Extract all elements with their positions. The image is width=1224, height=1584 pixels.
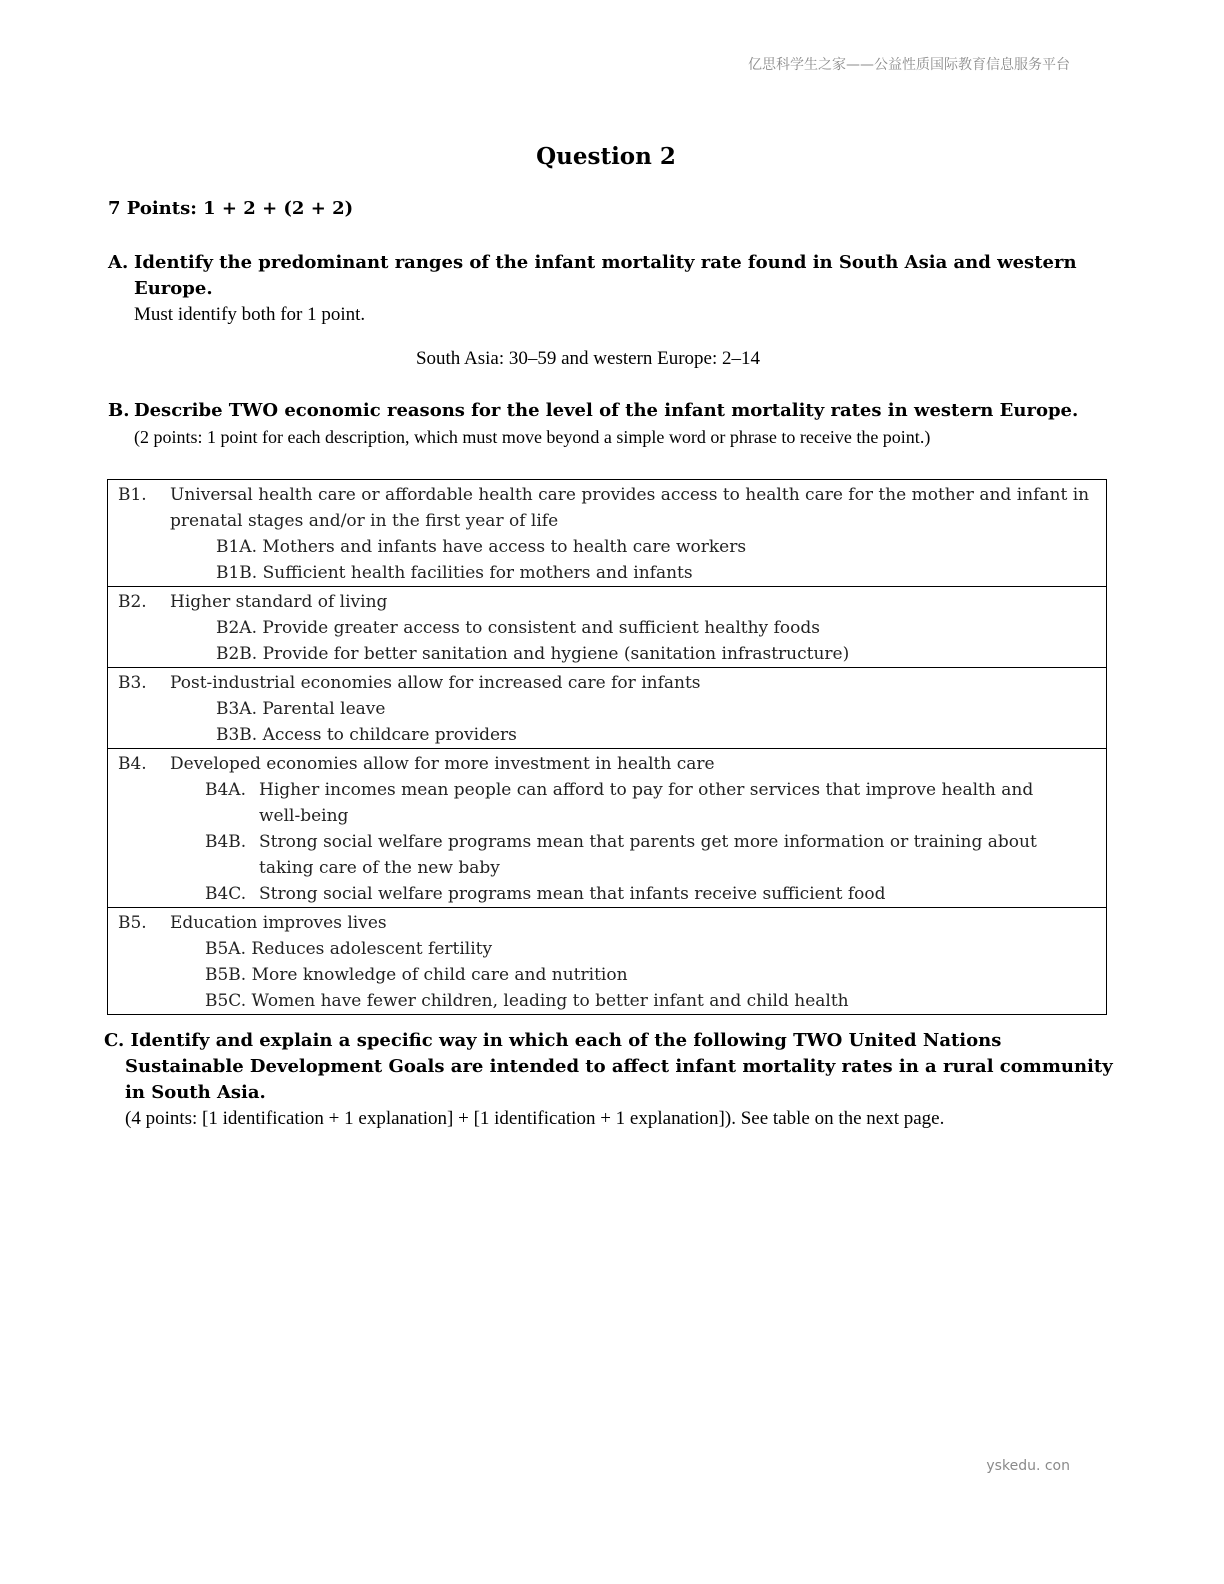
rubric-row-b2: [108, 586, 1106, 667]
rubric-subitem-label: B4A.: [205, 780, 246, 800]
rubric-code: B4.: [118, 754, 147, 774]
section-a-letter: A.: [108, 252, 129, 273]
rubric-subitem-text: Higher incomes mean people can afford to pay for other services that improve health and well-being: [259, 780, 1034, 826]
rubric-subitem: B3B. Access to childcare providers: [216, 725, 517, 745]
rubric-text: Education improves lives: [170, 913, 387, 933]
rubric-subitem: B3A. Parental leave: [216, 699, 386, 719]
rubric-subitem: B1A. Mothers and infants have access to health care workers: [216, 537, 747, 557]
rubric-subitem: [108, 777, 1106, 829]
rubric-subitem: B2A. Provide greater access to consistent and sufficient healthy foods: [216, 618, 820, 638]
rubric-code: B3.: [118, 673, 147, 693]
rubric-text: Universal health care or affordable health care provides access to health care for the mother and infant in prenatal stages and/or in the first year of life: [170, 485, 1090, 531]
section-a-answer: South Asia: 30–59 and western Europe: 2–14: [415, 348, 761, 369]
rubric-subitem-label: B4C.: [205, 884, 247, 904]
points-summary: 7 Points: 1 + 2 + (2 + 2): [108, 198, 354, 219]
header-watermark: 亿思科学生之家——公益性质国际教育信息服务平台: [748, 57, 1070, 73]
rubric-subitem: B5A. Reduces adolescent fertility: [205, 939, 493, 959]
section-c-heading: C. Identify and explain a specific way in which each of the following TWO United Nations Sustainable Development Goals are intended to affect infant mortality rates in a rural community in South Asia.: [104, 1030, 1113, 1103]
rubric-text: Developed economies allow for more investment in health care: [170, 754, 715, 774]
rubric-row-b5: [108, 907, 1106, 1014]
rubric-row-b3: [108, 667, 1106, 748]
rubric-subitem-text: Strong social welfare programs mean that parents get more information or training about taking care of the new baby: [259, 832, 1037, 878]
rubric-subitem: B1B. Sufficient health facilities for mothers and infants: [216, 563, 693, 583]
rubric-subitem: [108, 881, 1106, 907]
section-a-heading: [108, 250, 1108, 302]
section-a-note: Must identify both for 1 point.: [134, 304, 366, 325]
section-b: [108, 398, 1108, 450]
rubric-subitem: B5C. Women have fewer children, leading to better infant and child health: [205, 991, 849, 1011]
rubric-subitem: B5B. More knowledge of child care and nutrition: [205, 965, 628, 985]
section-b-letter: B.: [108, 400, 130, 421]
section-a: [108, 250, 1108, 328]
section-c-note: (4 points: [1 identification + 1 explanation] + [1 identification + 1 explanation]). See table on the next page.: [125, 1108, 945, 1129]
section-a-heading-text: Identify the predominant ranges of the infant mortality rate found in South Asia and western Europe.: [134, 252, 1077, 299]
rubric-text: Post-industrial economies allow for increased care for infants: [170, 673, 701, 693]
rubric-code: B1.: [118, 485, 147, 505]
rubric-subitem-text: Strong social welfare programs mean that infants receive sufficient food: [259, 884, 886, 904]
rubric-text: Higher standard of living: [170, 592, 388, 612]
section-c: [104, 1028, 1114, 1132]
rubric-code: B5.: [118, 913, 147, 933]
section-b-heading-text: Describe TWO economic reasons for the level of the infant mortality rates in western Europe.: [134, 400, 1079, 421]
rubric-subitem: B2B. Provide for better sanitation and hygiene (sanitation infrastructure): [216, 644, 850, 664]
section-b-note: (2 points: 1 point for each description, which must move beyond a simple word or phrase to receive the point.): [134, 427, 931, 447]
rubric-row-b1: [108, 480, 1106, 586]
rubric-code: B2.: [118, 592, 147, 612]
question-title: Question 2: [536, 143, 676, 170]
rubric-table: [107, 479, 1107, 1015]
rubric-row-b4: [108, 748, 1106, 907]
rubric-subitem-label: B4B.: [205, 832, 247, 852]
section-b-heading: [108, 398, 1108, 424]
footer-watermark: yskedu. con: [986, 1458, 1070, 1474]
rubric-subitem: [108, 829, 1106, 881]
